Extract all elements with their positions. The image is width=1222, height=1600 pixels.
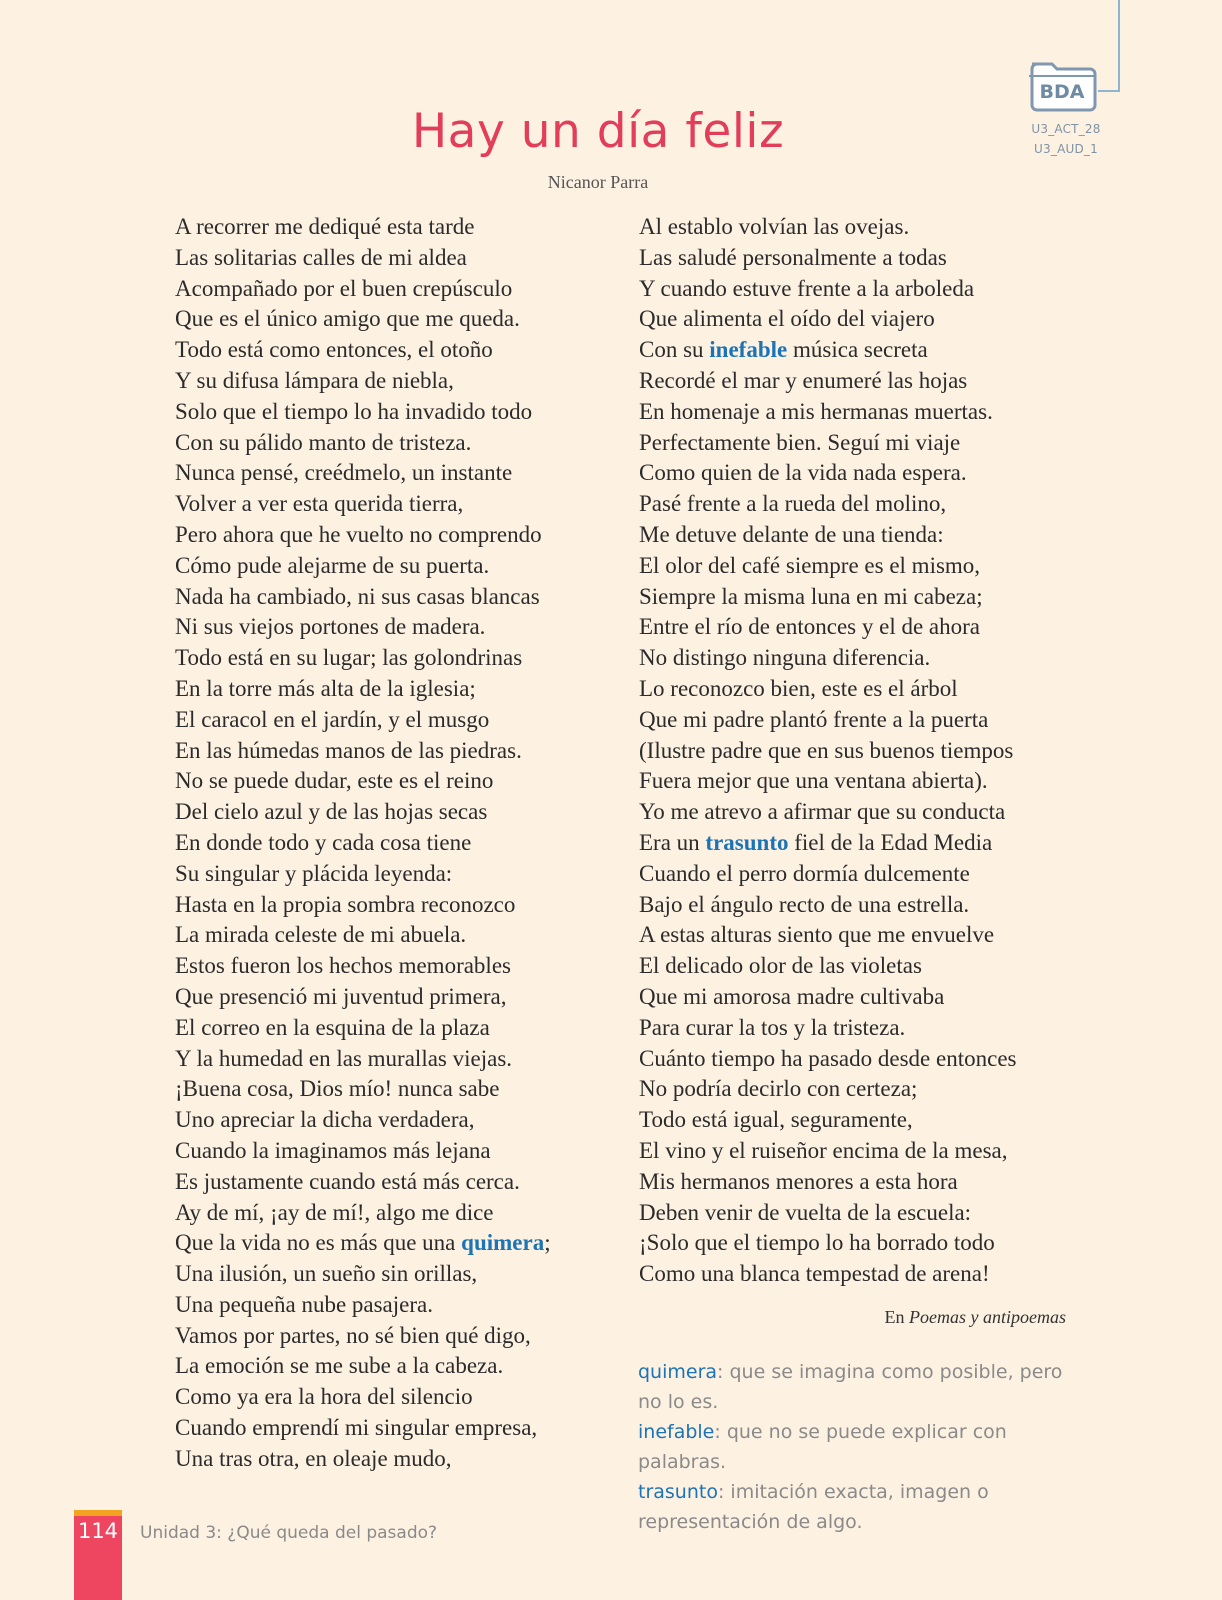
poem-line: Pasé frente a la rueda del molino, <box>639 491 947 517</box>
resource-code[interactable]: U3_AUD_1 <box>1034 142 1098 156</box>
poem-line: No podría decirlo con certeza; <box>639 1076 918 1102</box>
poem-line: El caracol en el jardín, y el musgo <box>175 706 490 732</box>
poem-line: Una pequeña nube pasajera. <box>175 1291 433 1317</box>
poem-line: Que es el único amigo que me queda. <box>175 306 520 332</box>
poem-line: Todo está como entonces, el otoño <box>175 337 493 363</box>
poem-line-text: Que la vida no es más que una <box>175 1230 462 1256</box>
poem-line: En donde todo y cada cosa tiene <box>175 829 472 855</box>
glossary-definition: : que se imagina como posible, pero no lo es. <box>638 1361 1063 1413</box>
poem-column-left <box>175 212 551 1475</box>
poem-line: Nada ha cambiado, ni sus casas blancas <box>175 583 540 609</box>
poem-line: Deben venir de vuelta de la escuela: <box>639 1199 972 1225</box>
poem-line: Del cielo azul y de las hojas secas <box>175 799 488 825</box>
source-prefix: En <box>884 1307 910 1327</box>
poem-line: Acompañado por el buen crepúsculo <box>175 275 513 301</box>
poem-line: A recorrer me dediqué esta tarde <box>175 214 475 239</box>
poem-line: Cuando el perro dormía dulcemente <box>639 860 970 886</box>
poem-line: Hasta en la propia sombra reconozco <box>175 891 516 917</box>
poem-line-text: fiel de la Edad Media <box>788 829 993 855</box>
glossary-entry <box>638 1477 1088 1537</box>
poem-line <box>639 828 1016 859</box>
poem-line: Perfectamente bien. Seguí mi viaje <box>639 429 961 455</box>
poem-line: Al establo volvían las ovejas. <box>639 214 910 239</box>
poem-line: Nunca pensé, creédmelo, un instante <box>175 460 513 486</box>
poem-line: Bajo el ángulo recto de una estrella. <box>639 891 970 917</box>
unit-label: Unidad 3: ¿Qué queda del pasado? <box>140 1523 438 1543</box>
poem-line: Y su difusa lámpara de niebla, <box>175 367 454 393</box>
glossary-entry <box>638 1417 1088 1477</box>
poem-line: No se puede dudar, este es el reino <box>175 768 494 794</box>
glossary <box>638 1357 1088 1537</box>
poem-line: Las saludé personalmente a todas <box>639 244 947 270</box>
poem-line-text: Era un <box>639 829 706 855</box>
poem-line: Como quien de la vida nada espera. <box>639 460 967 486</box>
poem-line: Siempre la misma luna en mi cabeza; <box>639 583 983 609</box>
poem-line: (Ilustre padre que en sus buenos tiempos <box>639 737 1014 763</box>
poem-line: Todo está igual, seguramente, <box>639 1107 913 1133</box>
poem-line: El delicado olor de las violetas <box>639 953 922 979</box>
page-number: 114 <box>77 1519 119 1543</box>
poem-line: ¡Solo que el tiempo lo ha borrado todo <box>639 1230 995 1256</box>
poem-title: Hay un día feliz <box>411 104 785 159</box>
poem-column-right <box>639 212 1016 1290</box>
source-book: Poemas y antipoemas <box>909 1307 1066 1327</box>
poem-line: Entre el río de entonces y el de ahora <box>639 614 981 640</box>
poem-line: Todo está en su lugar; las golondrinas <box>175 645 523 671</box>
poem-line: Vamos por partes, no sé bien qué digo, <box>175 1322 531 1348</box>
resource-code[interactable]: U3_ACT_28 <box>1031 122 1101 136</box>
poem-line: Volver a ver esta querida tierra, <box>175 491 464 517</box>
poem-line-text: música secreta <box>787 337 928 363</box>
poem-line <box>639 335 1016 366</box>
glossary-term-link[interactable]: inefable <box>709 337 788 363</box>
poem-line: Para curar la tos y la tristeza. <box>639 1014 906 1040</box>
poem-line: Y la humedad en las murallas viejas. <box>175 1045 513 1071</box>
glossary-term: quimera <box>638 1361 718 1383</box>
poem-line: Uno apreciar la dicha verdadera, <box>175 1107 475 1133</box>
poem-line: No distingo ninguna diferencia. <box>639 645 931 671</box>
poem-line: Una ilusión, un sueño sin orillas, <box>175 1261 478 1287</box>
poem-line: Ay de mí, ¡ay de mí!, algo me dice <box>175 1199 494 1225</box>
poem-line-text: Con su <box>639 337 710 363</box>
glossary-term-link[interactable]: quimera <box>461 1230 545 1256</box>
poem-line: La emoción se me sube a la cabeza. <box>175 1353 504 1379</box>
poem-line: Mis hermanos menores a esta hora <box>639 1168 958 1194</box>
poem-line: Su singular y plácida leyenda: <box>175 860 453 886</box>
poem-line: A estas alturas siento que me envuelve <box>639 922 995 948</box>
poem-line: La mirada celeste de mi abuela. <box>175 922 467 948</box>
poem-line: Estos fueron los hechos memorables <box>175 953 511 979</box>
poem-line-text: ; <box>544 1230 551 1256</box>
poem-line: En homenaje a mis hermanas muertas. <box>639 398 993 424</box>
poem-line: Que presenció mi juventud primera, <box>175 983 507 1009</box>
poem-line <box>175 1228 551 1259</box>
poem-line: Ni sus viejos portones de madera. <box>175 614 486 640</box>
poem-line: El vino y el ruiseñor encima de la mesa, <box>639 1137 1008 1163</box>
poem-author: Nicanor Parra <box>547 172 649 192</box>
poem-line: El correo en la esquina de la plaza <box>175 1014 490 1040</box>
bda-connector-line <box>1118 0 1120 92</box>
poem-line: En las húmedas manos de las piedras. <box>175 737 522 763</box>
poem-line: Me detuve delante de una tienda: <box>639 521 944 547</box>
poem-line: Lo reconozco bien, este es el árbol <box>639 675 958 701</box>
glossary-definition: : imitación exacta, imagen o representación de algo. <box>638 1481 989 1533</box>
poem-line: Y cuando estuve frente a la arboleda <box>639 275 975 301</box>
poem-line: Las solitarias calles de mi aldea <box>175 244 467 270</box>
poem-line: ¡Buena cosa, Dios mío! nunca sabe <box>175 1076 500 1102</box>
poem-line: Que mi amorosa madre cultivaba <box>639 983 945 1009</box>
glossary-term: inefable <box>638 1421 715 1443</box>
glossary-entry <box>638 1357 1088 1417</box>
poem-line: Cuánto tiempo ha pasado desde entonces <box>639 1045 1017 1071</box>
poem-line: Solo que el tiempo lo ha invadido todo <box>175 398 533 424</box>
poem-line: Es justamente cuando está más cerca. <box>175 1168 520 1194</box>
poem-line: Que alimenta el oído del viajero <box>639 306 935 332</box>
poem-line: Fuera mejor que una ventana abierta). <box>639 768 988 794</box>
bda-label: BDA <box>1039 81 1085 103</box>
glossary-term: trasunto <box>638 1481 718 1503</box>
poem-line: Una tras otra, en oleaje mudo, <box>175 1445 452 1471</box>
poem-line: Como una blanca tempestad de arena! <box>639 1261 990 1287</box>
poem-line: Pero ahora que he vuelto no comprendo <box>175 521 542 547</box>
glossary-definition: : que no se puede explicar con palabras. <box>638 1421 1007 1473</box>
bda-connector-line-horizontal <box>1098 90 1120 92</box>
poem-line: Cuando la imaginamos más lejana <box>175 1137 491 1163</box>
poem-source <box>885 1307 1066 1328</box>
poem-line: Cuando emprendí mi singular empresa, <box>175 1415 538 1441</box>
poem-line: Con su pálido manto de tristeza. <box>175 429 472 455</box>
poem-line: Que mi padre plantó frente a la puerta <box>639 706 989 732</box>
poem-line: En la torre más alta de la iglesia; <box>175 675 476 701</box>
poem-line: El olor del café siempre es el mismo, <box>639 552 981 578</box>
poem-line: Como ya era la hora del silencio <box>175 1384 473 1410</box>
poem-line: Yo me atrevo a afirmar que su conducta <box>639 799 1006 825</box>
glossary-term-link[interactable]: trasunto <box>705 829 789 855</box>
poem-line: Cómo pude alejarme de su puerta. <box>175 552 490 578</box>
poem-line: Recordé el mar y enumeré las hojas <box>639 367 968 393</box>
